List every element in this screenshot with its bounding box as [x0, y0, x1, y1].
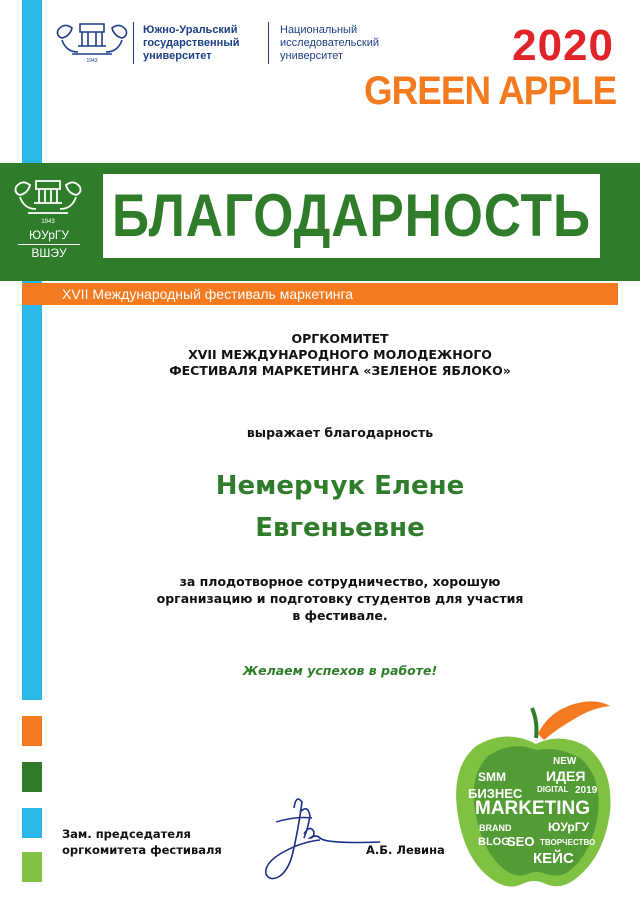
apple-word-new: NEW	[553, 756, 577, 767]
apple-word-seo: SEO	[507, 834, 535, 849]
susu-crest-logo-white	[12, 175, 84, 227]
apple-word-year: 2019	[575, 785, 598, 796]
festival-brand: GREEN APPLE	[363, 69, 616, 113]
festival-line: XVII Международный фестиваль маркетинга	[62, 286, 354, 302]
certificate-title: БЛАГОДАРНОСТЬ	[112, 182, 591, 249]
apple-word-business: БИЗНЕС	[468, 786, 523, 801]
wish-text: Желаем успехов в работе!	[242, 663, 438, 678]
apple-word-creativity: ТВОРЧЕСТВО	[540, 838, 596, 847]
apple-word-marketing: MARKETING	[475, 798, 591, 819]
banner-logo-caption	[14, 228, 84, 261]
apple-word-smm: SMM	[478, 770, 506, 784]
cyan-square	[22, 808, 42, 838]
left-cyan-stripe	[22, 0, 42, 700]
organizing-committee: ОРГКОМИТЕТ XVII МЕЖДУНАРОДНОГО МОЛОДЕЖНОГО ФЕСТИВАЛЯ МАРКЕТИНГА «ЗЕЛЕНОЕ ЯБЛОКО»	[169, 331, 511, 378]
festival-year: 2020	[512, 21, 614, 70]
expresses-gratitude: выражает благодарность	[246, 425, 434, 440]
apple-word-idea: ИДЕЯ	[546, 768, 586, 784]
green-square	[22, 762, 42, 792]
research-university-label: Национальный исследовательский университет	[280, 24, 379, 62]
title-box	[103, 174, 600, 258]
signer-name: А.Б. Левина	[366, 843, 445, 857]
apple-word-brand: BRAND	[479, 823, 512, 833]
recipient-name: Немерчук Елене Евгеньевне	[215, 471, 465, 543]
apple-word-susu: ЮУрГУ	[548, 820, 589, 834]
logo-year-small: 1943	[86, 58, 98, 64]
logo-caption-top: ЮУрГУ	[28, 228, 69, 242]
handwritten-signature	[240, 786, 380, 896]
apple-word-blog: BLOG	[478, 836, 510, 848]
logo-caption-bottom: ВШЭУ	[31, 246, 67, 260]
reason-text: за плодотворное сотрудничество, хорошую организацию и подготовку студентов для участия в фестивале.	[156, 574, 524, 623]
susu-crest-logo	[52, 18, 132, 64]
header-divider	[133, 22, 134, 64]
header-divider	[268, 22, 269, 64]
apple-word-digital: DIGITAL	[537, 785, 569, 794]
apple-word-case: КЕЙС	[533, 850, 574, 867]
apple-leaf	[538, 701, 610, 740]
orange-square	[22, 716, 42, 746]
banner-logo-year: 1943	[41, 219, 55, 225]
university-name: Южно-Уральский государственный университет	[143, 24, 240, 62]
light-green-square	[22, 852, 42, 882]
apple-stem	[532, 708, 537, 738]
signer-title: Зам. председателя оргкомитета фестиваля	[62, 827, 222, 857]
